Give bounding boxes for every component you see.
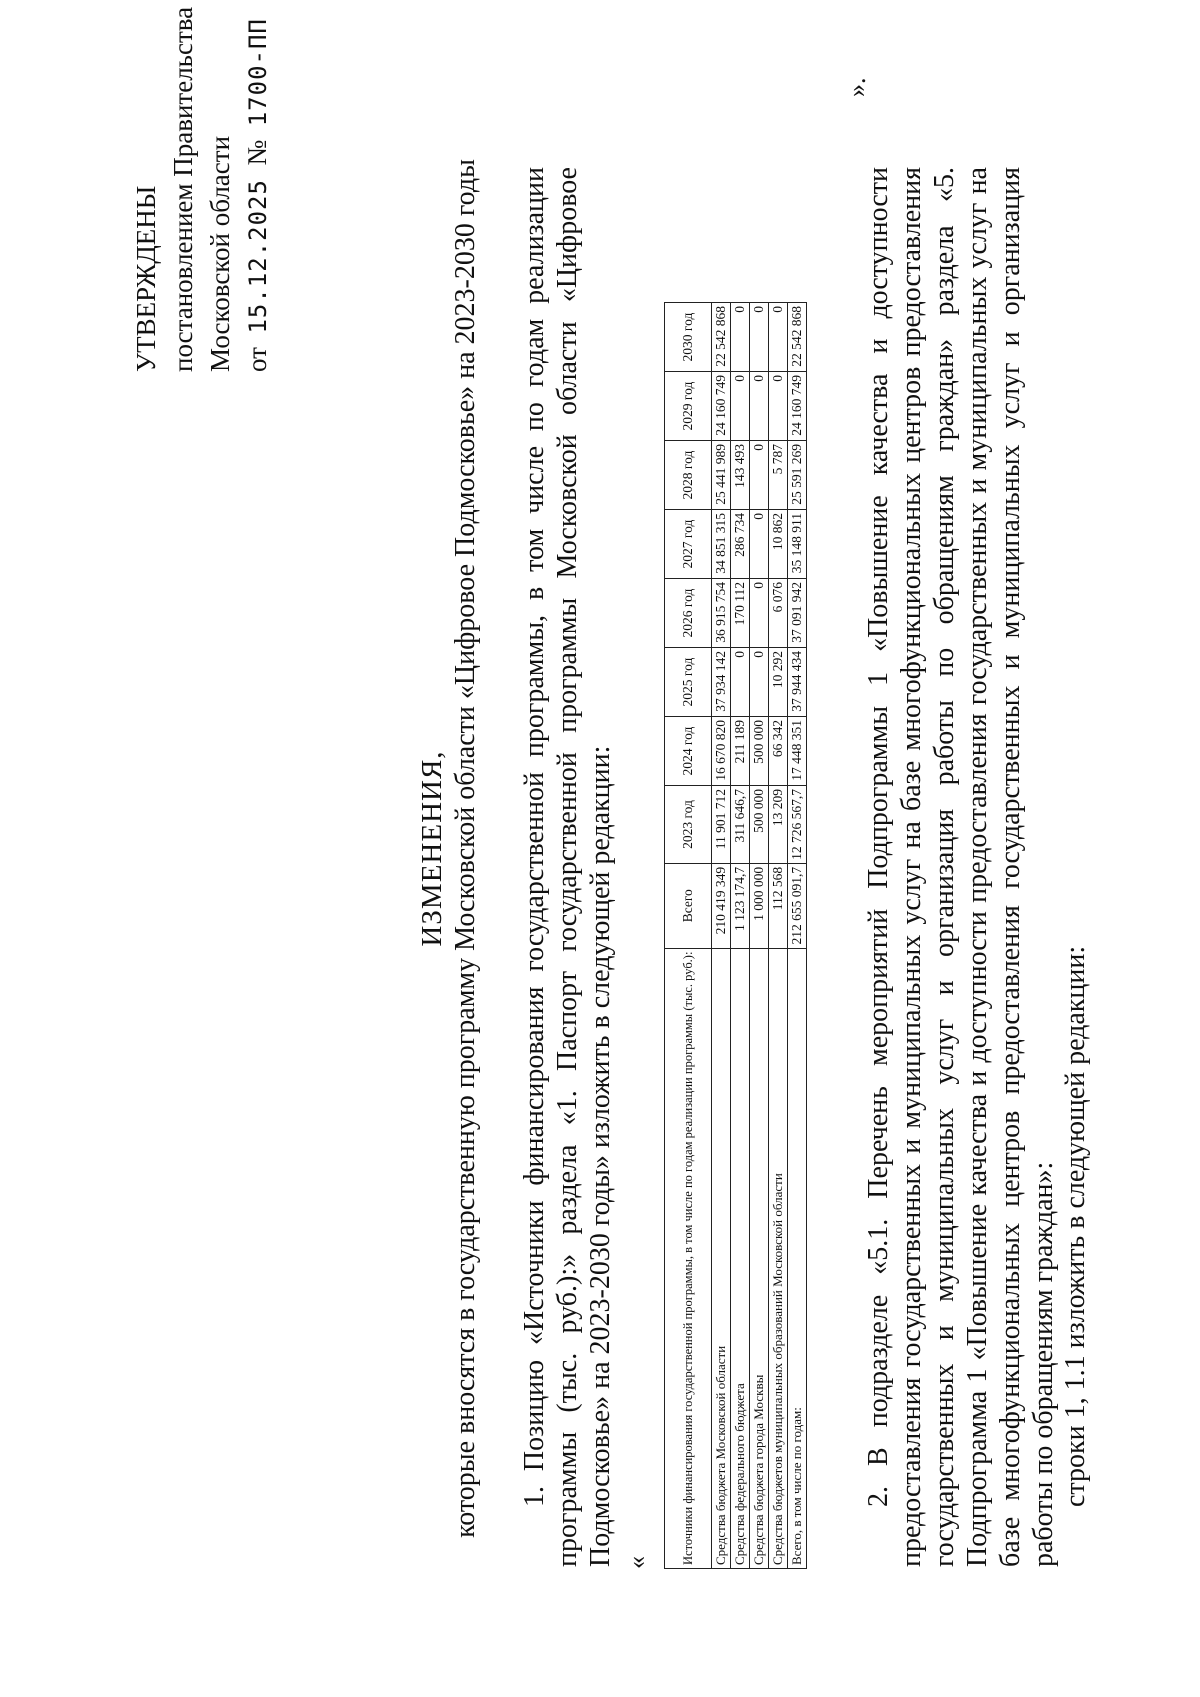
row-value-cell: 36 915 754 — [712, 579, 731, 648]
row-value-cell: 0 — [731, 372, 750, 441]
table-row — [731, 303, 750, 1569]
date-prefix: от — [242, 347, 272, 372]
header-2024: 2024 год — [665, 717, 712, 786]
row-value-cell: 0 — [750, 441, 769, 510]
row-value-cell: 0 — [769, 372, 788, 441]
table-row — [750, 303, 769, 1569]
row-value-cell: 10 862 — [769, 510, 788, 579]
row-value-cell: 34 851 315 — [712, 510, 731, 579]
table-row — [788, 303, 807, 1569]
close-quote: ». — [842, 77, 871, 97]
row-value-cell: 35 148 911 — [788, 510, 807, 579]
row-value-cell: 500 000 — [750, 717, 769, 786]
row-value-cell: 0 — [750, 372, 769, 441]
header-source: Источники финансирования государственной программы, в том числе по годам реализации программы (тыс. руб.): — [665, 948, 712, 1568]
approval-stamp — [128, 7, 277, 372]
approval-number: 1700-ПП — [244, 18, 272, 127]
header-2023: 2023 год — [665, 786, 712, 864]
paragraph-1: 1. Позицию «Источники финансирования государственной программы, в том числе по годам реализации программы (тыс. руб.):» раздела «1. Паспорт государственной программы Московской области «Цифровое Подмосковье» на 2023-2030 годы» изложить в следующей редакции: — [519, 167, 616, 1567]
row-value-cell: 25 441 989 — [712, 441, 731, 510]
paragraph-2: 2. В подразделе «5.1. Перечень мероприятий Подпрограммы 1 «Повышение качества и доступности предоставления государственных и муниципальных услуг на базе многофункциональных центров предоставления государственных и муниципальных услуг и организация работы по обращениям граждан» раздела «5. Подпрограмма 1 «Повышение качества и доступности предоставления государственных и муниципальных услуг на базе многофункциональных центров предоставления государственных и муниципальных услуг и организация работы по обращениям граждан»: — [863, 167, 1059, 1567]
row-value-cell: 0 — [750, 579, 769, 648]
row-value-cell: 11 901 712 — [712, 786, 731, 864]
table-header-row — [665, 303, 712, 1569]
header-2026: 2026 год — [665, 579, 712, 648]
header-2029: 2029 год — [665, 372, 712, 441]
row-value-cell: 37 091 942 — [788, 579, 807, 648]
row-value-cell: 25 591 269 — [788, 441, 807, 510]
financing-table — [664, 302, 807, 1569]
row-value-cell: 210 419 349 — [712, 863, 731, 948]
row-value-cell: 0 — [769, 303, 788, 372]
row-value-cell: 37 934 142 — [712, 648, 731, 717]
row-source-label: Средства бюджета города Москвы — [750, 948, 769, 1568]
table-row — [769, 303, 788, 1569]
header-2030: 2030 год — [665, 303, 712, 372]
document-title: ИЗМЕНЕНИЯ, — [416, 750, 448, 947]
row-value-cell: 212 655 091,7 — [788, 863, 807, 948]
row-value-cell: 22 542 868 — [712, 303, 731, 372]
row-value-cell: 211 189 — [731, 717, 750, 786]
row-value-cell: 10 292 — [769, 648, 788, 717]
row-value-cell: 0 — [750, 303, 769, 372]
row-value-cell: 1 123 174,7 — [731, 863, 750, 948]
row-source-label: Всего, в том числе по годам: — [788, 948, 807, 1568]
row-value-cell: 37 944 434 — [788, 648, 807, 717]
approval-date-line — [239, 7, 277, 372]
row-source-label: Средства бюджетов муниципальных образований Московской области — [769, 948, 788, 1568]
header-2028: 2028 год — [665, 441, 712, 510]
row-source-label: Средства бюджета Московской области — [712, 948, 731, 1568]
header-2025: 2025 год — [665, 648, 712, 717]
open-quote: « — [622, 1556, 651, 1569]
approval-date: 15.12.2025 — [244, 179, 272, 334]
row-value-cell: 5 787 — [769, 441, 788, 510]
header-2027: 2027 год — [665, 510, 712, 579]
row-value-cell: 1 000 000 — [750, 863, 769, 948]
row-value-cell: 143 493 — [731, 441, 750, 510]
header-total: Всего — [665, 863, 712, 948]
row-value-cell: 0 — [731, 648, 750, 717]
row-value-cell: 24 160 749 — [788, 372, 807, 441]
document-subtitle: которые вносятся в государственную программу Московской области «Цифровое Подмосковье» на 2023-2030 годы — [450, 159, 481, 1538]
row-value-cell: 16 670 820 — [712, 717, 731, 786]
row-value-cell: 0 — [750, 510, 769, 579]
approval-title: УТВЕРЖДЕНЫ — [131, 185, 161, 372]
approval-line-2: Московской области — [205, 135, 235, 372]
row-value-cell: 0 — [750, 648, 769, 717]
row-value-cell: 17 448 351 — [788, 717, 807, 786]
paragraph-2-tail: строки 1, 1.1 изложить в следующей редакции: — [1060, 945, 1091, 1507]
row-value-cell: 311 646,7 — [731, 786, 750, 864]
row-value-cell: 286 734 — [731, 510, 750, 579]
row-value-cell: 500 000 — [750, 786, 769, 864]
number-prefix: № — [242, 139, 272, 166]
row-value-cell: 0 — [731, 303, 750, 372]
row-value-cell: 6 076 — [769, 579, 788, 648]
table-row — [712, 303, 731, 1569]
row-value-cell: 13 209 — [769, 786, 788, 864]
row-value-cell: 112 568 — [769, 863, 788, 948]
approval-line-1: постановлением Правительства — [168, 6, 198, 372]
row-value-cell: 12 726 567,7 — [788, 786, 807, 864]
row-value-cell: 66 342 — [769, 717, 788, 786]
row-value-cell: 22 542 868 — [788, 303, 807, 372]
row-value-cell: 24 160 749 — [712, 372, 731, 441]
row-value-cell: 170 112 — [731, 579, 750, 648]
row-source-label: Средства федерального бюджета — [731, 948, 750, 1568]
